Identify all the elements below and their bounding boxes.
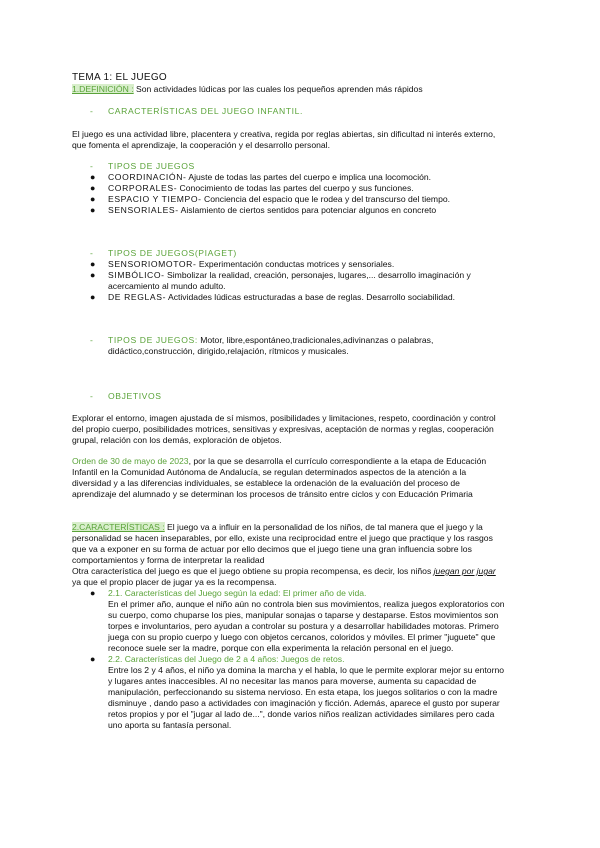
piaget-heading: - TIPOS DE JUEGOS(PIAGET) [90,248,237,258]
objetivos-line-2: del propio cuerpo, posibilidades motrices, sensitivas y expresivas, aceptación de normas y reglas, cooperación [72,424,494,434]
bullet-icon: ● [90,205,96,215]
caracteristicas-line-1: El juego es una actividad libre, placentera y creativa, regida por reglas abiertas, sin dificultad ni interés externo, [72,129,496,139]
caracteristicas2-line-4: comportamientos y forma de interpretar la realidad [72,555,265,565]
caracteristicas2-line-1: 2.CARACTERÍSTICAS : El juego va a influir en la personalidad de los niños, de tal manera que el juego y la [72,522,483,532]
edad-heading: ● 2.1. Características del Juego según la edad: El primer año de vida. [90,588,367,598]
tipos-lista-line-2: didáctico,construcción, dirigido,relajación, rítmicos y musicales. [108,346,349,356]
bullet-icon: ● [90,172,96,182]
tipos-item: ● COORDINACIÓN- Ajuste de todas las partes del cuerpo e implica una locomoción. [90,172,432,182]
piaget-item: ● SENSORIOMOTOR- Experimentación conductas motrices y sensoriales. [90,259,395,269]
orden-date: Orden de 30 de mayo de 2023 [72,456,189,466]
definicion-label: 1.DEFINICIÓN : [72,84,134,94]
bullet-icon: ● [90,654,96,664]
bullet-icon: ● [90,270,96,280]
edad2-line-2: y lugares antes inaccesibles. Al no necesitar las manos para moverse, aumenta su capacidad de [108,676,477,686]
tipos-item: ● SENSORIALES- Aislamiento de ciertos sentidos para potenciar algunos en concreto [90,205,437,215]
caracteristicas2-label: 2.CARACTERÍSTICAS : [72,522,165,532]
bullet-icon: ● [90,588,96,598]
bullet-icon: ● [90,259,96,269]
orden-line-3: diversidad y a las diferencias individuales, se establece la ordenación de la evaluación del proceso de [72,478,460,488]
caracteristicas-heading: - CARACTERÍSTICAS DEL JUEGO INFANTIL. [90,106,303,116]
tipos-lista-line-1: - TIPOS DE JUEGOS: Motor, libre,espontáneo,tradicionales,adivinanzas o palabras, [90,335,434,345]
caracteristicas2-line-2: personalidad se hacen inseparables, por ello, existe una reciprocidad entre el juego que practique y los rasgos [72,533,493,543]
orden-line-2: Infantil en la Comunidad Autónoma de Andalucía, se regulan determinados aspectos de la atención a la [72,467,467,477]
edad2-line-1: Entre los 2 y 4 años, el niño ya domina la marcha y el habla, lo que le permite explorar mejor su entorno [108,665,505,675]
objetivos-line-1: Explorar el entorno, imagen ajustada de sí mismos, posibilidades y limitaciones, respeto, coordinación y control [72,413,496,423]
definicion-text: Son actividades lúdicas por las cuales los pequeños aprenden más rápidos [133,84,423,94]
edad-line-5: reconoce suele ser la madre, porque con ella experimenta la relación personal en el juego. [108,643,454,653]
objetivos-line-3: grupal, relación con los demás, exploración de objetos. [72,435,282,445]
piaget-item: ● SIMBÓLICO- Simbolizar la realidad, creación, personajes, lugares,... desarrollo imaginación y [90,270,471,280]
caracteristicas2-line-3: que va a exponer en su forma de actuar por ello decimos que el juego tiene una gran influencia sobre los [72,544,472,554]
orden-line-1: Orden de 30 de mayo de 2023, por la que se desarrolla el currículo correspondiente a la etapa de Educación [72,456,487,466]
definicion-line [72,84,423,95]
edad2-heading: ● 2.2. Características del Juego de 2 a 4 años: Juegos de retos. [90,654,345,664]
edad-line-3: torpes e involuntarios, pero ayudan a controlar su postura y a desarrollar habilidades motoras. Primero [108,621,499,631]
edad-line-4: juega con su propio cuerpo y luego con objetos cercanos, coloridos y móviles. El primer "juguete" que [108,632,496,642]
bullet-icon: ● [90,194,96,204]
edad-line-1: En el primer año, aunque el niño aún no controla bien sus movimientos, realiza juegos exploratorios con [108,599,505,609]
bullet-icon: ● [90,183,96,193]
piaget-item-cont: acercamiento al mundo adulto. [108,281,226,291]
edad2-line-5: retos propios y por el "jugar al lado de...", donde varios niños realizan actividades similares pero cada [108,709,495,719]
caracteristicas2-line-5: Otra característica del juego es que el juego obtiene su propia recompensa, es decir, los niños juegan por jugar [72,566,496,576]
edad2-line-4: disminuye , dando paso a actividades con imaginación y ficción. Además, aparece el gusto por superar [108,698,500,708]
edad2-line-6: uno aporta su fantasía personal. [108,720,232,730]
juegan-por-jugar: juegan por jugar [433,566,496,576]
tipos-heading: - TIPOS DE JUEGOS [90,161,195,171]
objetivos-heading: - OBJETIVOS [90,391,162,401]
bullet-icon: ● [90,292,96,302]
piaget-item: ● DE REGLAS- Actividades lúdicas estructuradas a base de reglas. Desarrollo sociabilidad. [90,292,456,302]
edad2-line-3: manipulación, perfeccionando su sistema nervioso. En esta etapa, los juegos solitarios o con la madre [108,687,498,697]
tipos-item: ● ESPACIO Y TIEMPO- Conciencia del espacio que le rodea y del transcurso del tiempo. [90,194,451,204]
page-title: TEMA 1: EL JUEGO [72,72,168,83]
caracteristicas-line-2: que fomenta el aprendizaje, la cooperación y el desarrollo personal. [72,140,330,150]
orden-line-4: aprendizaje del alumnado y se determinan los procesos de tránsito entre ciclos y con Educación Primaria [72,489,473,499]
edad-line-2: su cuerpo, como chuparse los pies, manipular sonajas o taparse y destaparse. Estos movimientos son [108,610,499,620]
caracteristicas2-line-6: ya que el propio placer de jugar ya es la recompensa. [72,577,277,587]
tipos-item: ● CORPORALES- Conocimiento de todas las partes del cuerpo y sus funciones. [90,183,414,193]
